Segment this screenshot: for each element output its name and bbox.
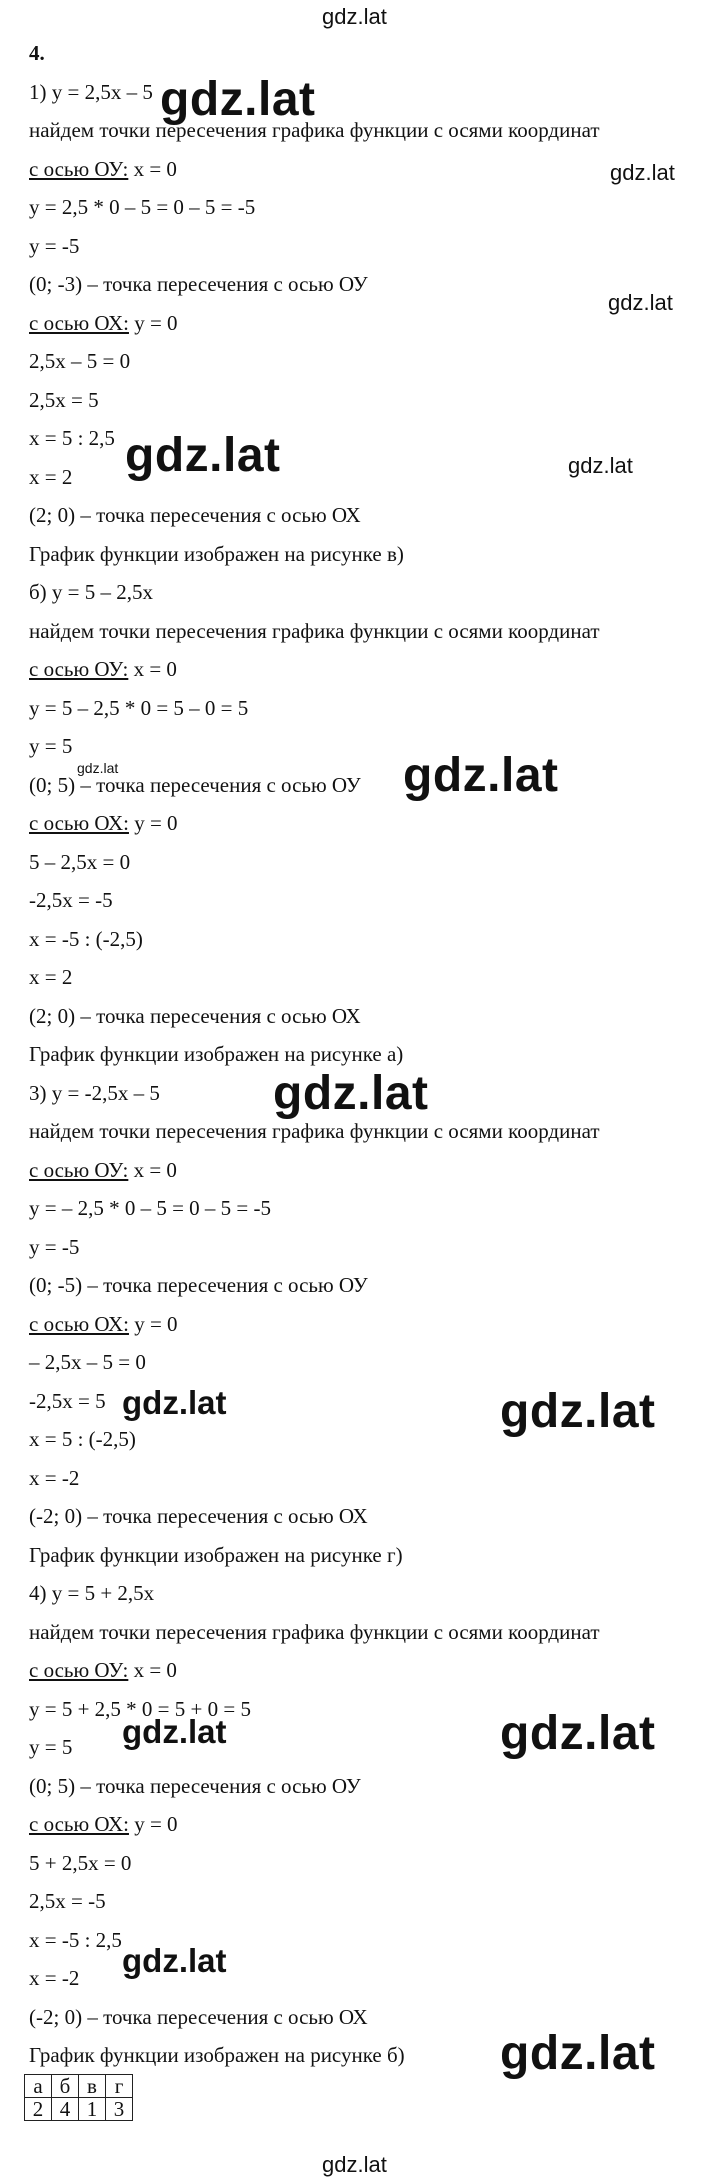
solution-line: (2; 0) – точка пересечения с осью ОХ bbox=[29, 503, 361, 527]
solution-line: x = 2 bbox=[29, 465, 73, 489]
answer-cell: 2 bbox=[25, 2098, 52, 2121]
solution-line: y = -5 bbox=[29, 234, 80, 258]
watermark: gdz.lat bbox=[122, 1713, 227, 1750]
solution-line: x = -2 bbox=[29, 1466, 80, 1490]
axis-label: с осью ОХ: bbox=[29, 811, 129, 835]
solution-line: 4) y = 5 + 2,5x bbox=[29, 1581, 155, 1605]
watermark: gdz.lat bbox=[160, 73, 316, 126]
solution-line: y = -5 bbox=[29, 1235, 80, 1259]
axis-label: с осью ОУ: bbox=[29, 1658, 129, 1682]
solution-line: с осью ОУ: x = 0 bbox=[29, 1658, 177, 1682]
watermark: gdz.lat bbox=[273, 1067, 429, 1120]
solution-line: 2,5x = -5 bbox=[29, 1889, 106, 1913]
solution-line: с осью ОХ: y = 0 bbox=[29, 1312, 178, 1336]
answer-cell: в bbox=[79, 2075, 106, 2098]
solution-line: 2,5x – 5 = 0 bbox=[29, 349, 131, 373]
answer-table bbox=[24, 2074, 133, 2121]
solution-line: найдем точки пересечения графика функции с осями координат bbox=[29, 118, 600, 142]
solution-line: найдем точки пересечения графика функции с осями координат bbox=[29, 1119, 600, 1143]
solution-line: с осью ОУ: x = 0 bbox=[29, 1158, 177, 1182]
solution-line: б) y = 5 – 2,5x bbox=[29, 580, 154, 604]
solution-line: (0; 5) – точка пересечения с осью ОУ bbox=[29, 1774, 361, 1798]
answer-table-header-row bbox=[25, 2075, 133, 2098]
solution-line: y = 2,5 * 0 – 5 = 0 – 5 = -5 bbox=[29, 195, 256, 219]
solution-line: – 2,5x – 5 = 0 bbox=[29, 1350, 146, 1374]
answer-cell: а bbox=[25, 2075, 52, 2098]
answer-table-value-row bbox=[25, 2098, 133, 2121]
solution-line: x = -2 bbox=[29, 1966, 80, 1990]
watermark: gdz.lat bbox=[77, 760, 119, 776]
solution-line: x = -5 : 2,5 bbox=[29, 1928, 122, 1952]
solution-line: (-2; 0) – точка пересечения с осью ОХ bbox=[29, 1504, 368, 1528]
solution-line: y = 5 – 2,5 * 0 = 5 – 0 = 5 bbox=[29, 696, 249, 720]
answer-cell: б bbox=[52, 2075, 79, 2098]
watermark: gdz.lat bbox=[500, 2027, 656, 2080]
axis-label: с осью ОУ: bbox=[29, 657, 129, 681]
header-watermark: gdz.lat bbox=[322, 4, 387, 29]
watermark: gdz.lat bbox=[122, 1384, 227, 1421]
solution-line: 5 + 2,5x = 0 bbox=[29, 1851, 132, 1875]
solution-line: y = 5 + 2,5 * 0 = 5 + 0 = 5 bbox=[29, 1697, 251, 1721]
solution-line: График функции изображен на рисунке в) bbox=[29, 542, 404, 566]
solution-line: x = 5 : (-2,5) bbox=[29, 1427, 136, 1451]
solution-line: найдем точки пересечения графика функции с осями координат bbox=[29, 619, 600, 643]
watermark: gdz.lat bbox=[568, 453, 633, 478]
solution-line: -2,5x = 5 bbox=[29, 1389, 106, 1413]
footer-watermark: gdz.lat bbox=[322, 2152, 387, 2177]
watermark: gdz.lat bbox=[608, 290, 673, 315]
solution-line: y = 5 bbox=[29, 734, 73, 758]
solution-line: 1) y = 2,5x – 5 bbox=[29, 80, 153, 104]
solution-line: y = – 2,5 * 0 – 5 = 0 – 5 = -5 bbox=[29, 1196, 272, 1220]
solution-line: с осью ОУ: x = 0 bbox=[29, 657, 177, 681]
solution-line: 2,5x = 5 bbox=[29, 388, 99, 412]
answer-cell: 4 bbox=[52, 2098, 79, 2121]
answer-cell: 1 bbox=[79, 2098, 106, 2121]
watermark: gdz.lat bbox=[500, 1385, 656, 1438]
watermark: gdz.lat bbox=[610, 160, 675, 185]
solution-line: График функции изображен на рисунке а) bbox=[29, 1042, 404, 1066]
answer-cell: 3 bbox=[106, 2098, 133, 2121]
solution-line: (-2; 0) – точка пересечения с осью ОХ bbox=[29, 2005, 368, 2029]
watermark: gdz.lat bbox=[125, 429, 281, 482]
answer-cell: г bbox=[106, 2075, 133, 2098]
solution-line: -2,5x = -5 bbox=[29, 888, 113, 912]
axis-label: с осью ОУ: bbox=[29, 157, 129, 181]
solution-line: 3) y = -2,5x – 5 bbox=[29, 1081, 160, 1105]
solution-line: (2; 0) – точка пересечения с осью ОХ bbox=[29, 1004, 361, 1028]
solution-line: (0; 5) – точка пересечения с осью ОУ bbox=[29, 773, 361, 797]
watermark: gdz.lat bbox=[403, 749, 559, 802]
solution-line: График функции изображен на рисунке г) bbox=[29, 1543, 403, 1567]
solution-line: График функции изображен на рисунке б) bbox=[29, 2043, 405, 2067]
solution-line: с осью ОХ: y = 0 bbox=[29, 1812, 178, 1836]
solution-line: (0; -3) – точка пересечения с осью ОУ bbox=[29, 272, 368, 296]
axis-label: с осью ОХ: bbox=[29, 1312, 129, 1336]
solution-line: с осью ОУ: x = 0 bbox=[29, 157, 177, 181]
watermark: gdz.lat bbox=[500, 1707, 656, 1760]
task-number: 4. bbox=[29, 41, 45, 65]
axis-label: с осью ОХ: bbox=[29, 311, 129, 335]
solution-line: x = -5 : (-2,5) bbox=[29, 927, 143, 951]
axis-label: с осью ОХ: bbox=[29, 1812, 129, 1836]
solution-line: x = 2 bbox=[29, 965, 73, 989]
solution-line: x = 5 : 2,5 bbox=[29, 426, 115, 450]
axis-label: с осью ОУ: bbox=[29, 1158, 129, 1182]
watermark: gdz.lat bbox=[122, 1942, 227, 1979]
solution-line: (0; -5) – точка пересечения с осью ОУ bbox=[29, 1273, 368, 1297]
solution-line: с осью ОХ: y = 0 bbox=[29, 311, 178, 335]
solution-line: найдем точки пересечения графика функции с осями координат bbox=[29, 1620, 600, 1644]
solution-line: y = 5 bbox=[29, 1735, 73, 1759]
solution-line: 5 – 2,5x = 0 bbox=[29, 850, 131, 874]
solution-line: с осью ОХ: y = 0 bbox=[29, 811, 178, 835]
